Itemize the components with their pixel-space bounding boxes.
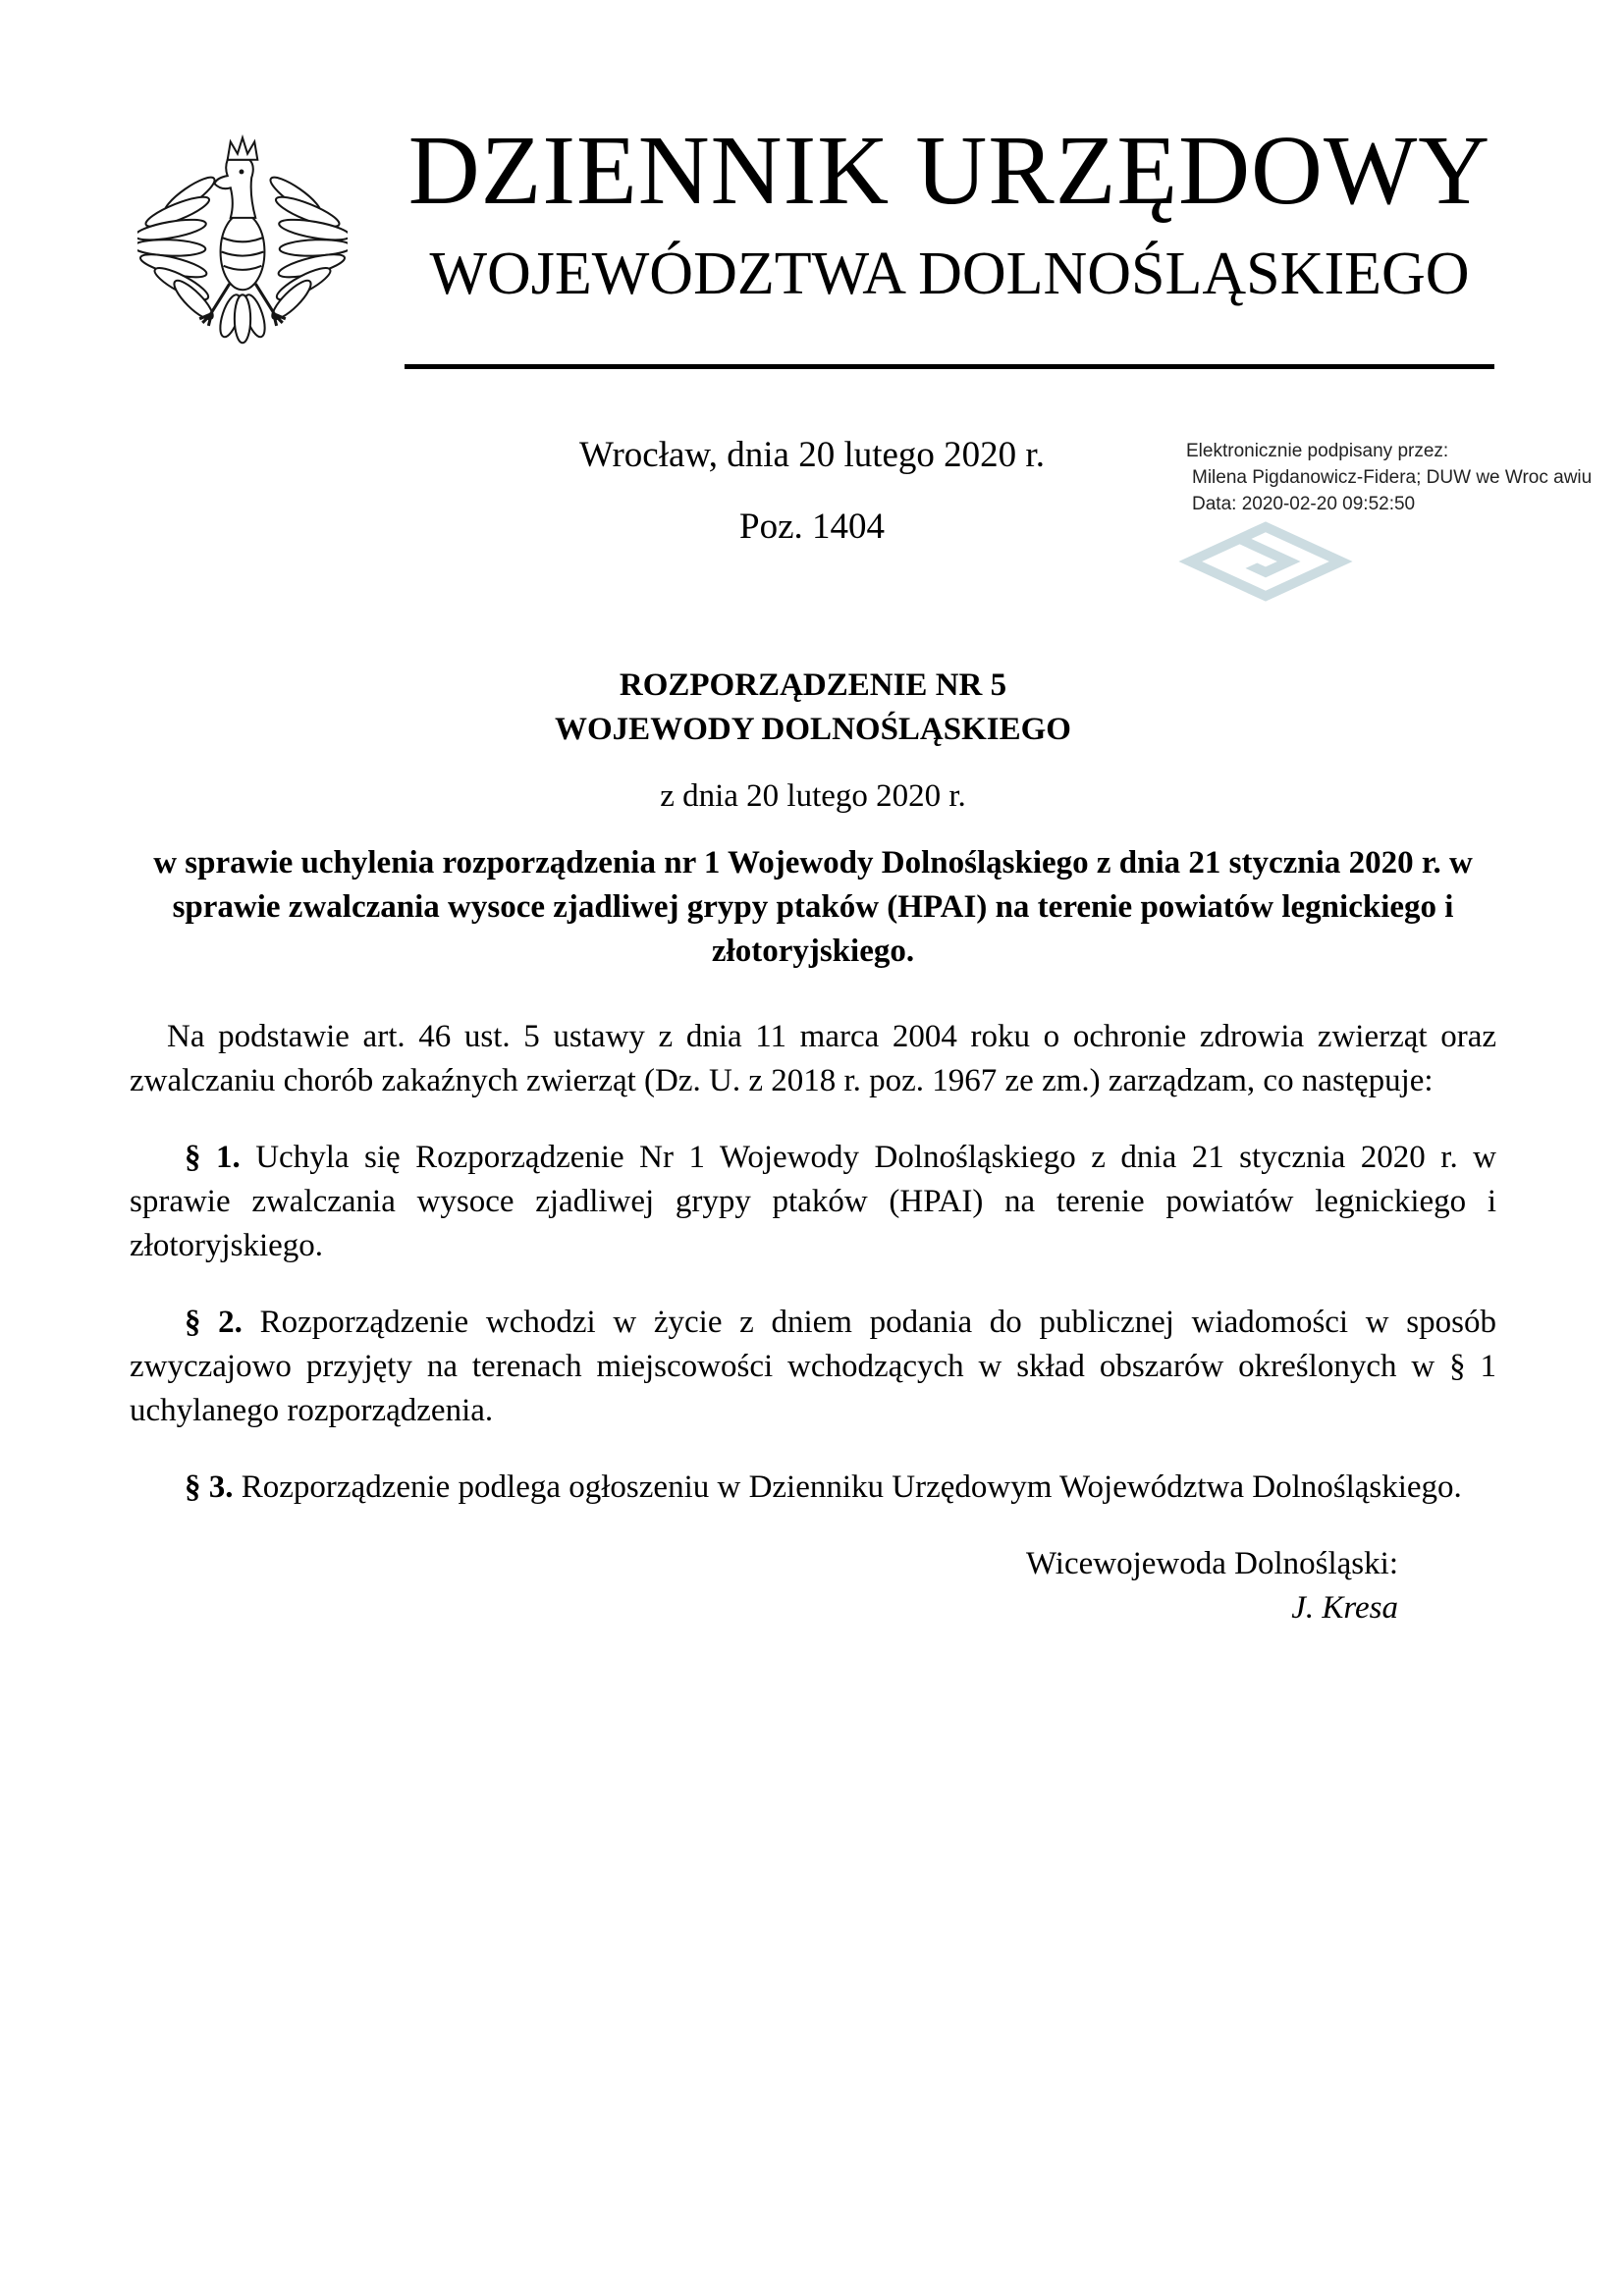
signatory-name: J. Kresa <box>1291 1590 1398 1626</box>
section-marker-1: § 1. <box>185 1140 241 1175</box>
signature-block <box>130 1542 1496 1630</box>
journal-subtitle: WOJEWÓDZTWA DOLNOŚLĄSKIEGO <box>429 240 1470 308</box>
eagle-head <box>214 160 255 218</box>
esignature-caption: Elektronicznie podpisany przez: <box>1186 441 1449 461</box>
place-date-line: Wrocław, dnia 20 lutego 2020 r. <box>579 435 1045 475</box>
masthead-divider <box>405 364 1494 369</box>
eagle-crown <box>228 137 258 159</box>
section-marker-2: § 2. <box>185 1305 243 1340</box>
journal-title: DZIENNIK URZĘDOWY <box>407 115 1491 225</box>
signatory-title: Wicewojewoda Dolnośląski: <box>1025 1546 1398 1581</box>
act-paragraph-1 <box>130 1136 1496 1268</box>
esignature-date: Data: 2020-02-20 09:52:50 <box>1192 494 1416 514</box>
act-subject: w sprawie uchylenia rozporządzenia nr 1 Wojewody Dolnośląskiego z dnia 21 stycznia 2020 r. w sprawie zwalczania wysoce zjadliwej grypy ptaków (HPAI) na terenie powiatów legnickiego i złotoryjskiego. <box>153 845 1473 969</box>
masthead <box>346 113 1553 307</box>
section-text-3: Rozporządzenie podlega ogłoszeniu w Dzienniku Urzędowym Województwa Dolnośląskiego. <box>241 1469 1462 1505</box>
section-text-2: Rozporządzenie wchodzi w życie z dniem podania do publicznej wiadomości w sposób zwyczajowo przyjęty na terenach miejscowości wchodzących w skład obszarów określonych w § 1 uchylanego rozporządzenia. <box>130 1305 1496 1428</box>
act-paragraph-2 <box>130 1301 1496 1433</box>
act-body <box>130 664 1496 1630</box>
esignature-diamond-logo-icon <box>1176 518 1355 605</box>
esignature-signer: Milena Pigdanowicz-Fidera; DUW we Wroc awiu <box>1192 467 1593 488</box>
eagle-tail <box>216 293 269 343</box>
act-preamble: Na podstawie art. 46 ust. 5 ustawy z dnia 11 marca 2004 roku o ochronie zdrowia zwierząt oraz zwalczaniu chorób zakaźnych zwierząt (Dz. U. z 2018 r. poz. 1967 ze zm.) zarządzam, co następuje: <box>130 1019 1496 1098</box>
act-heading-line1: ROZPORZĄDZENIE NR 5 <box>619 667 1007 703</box>
act-date: z dnia 20 lutego 2020 r. <box>660 778 966 814</box>
act-paragraph-3 <box>130 1466 1496 1510</box>
esignature-block <box>1186 438 1598 517</box>
section-marker-3: § 3. <box>185 1469 234 1505</box>
section-text-1: Uchyla się Rozporządzenie Nr 1 Wojewody Dolnośląskiego z dnia 21 stycznia 2020 r. w sprawie zwalczania wysoce zjadliwej grypy ptaków (HPAI) na terenie powiatów legnickiego i złotoryjskiego. <box>130 1140 1497 1263</box>
polish-eagle-emblem-icon <box>137 133 348 369</box>
act-heading-line2: WOJEWODY DOLNOŚLĄSKIEGO <box>555 712 1071 747</box>
position-number: Poz. 1404 <box>739 507 885 547</box>
eagle-body <box>221 214 265 290</box>
